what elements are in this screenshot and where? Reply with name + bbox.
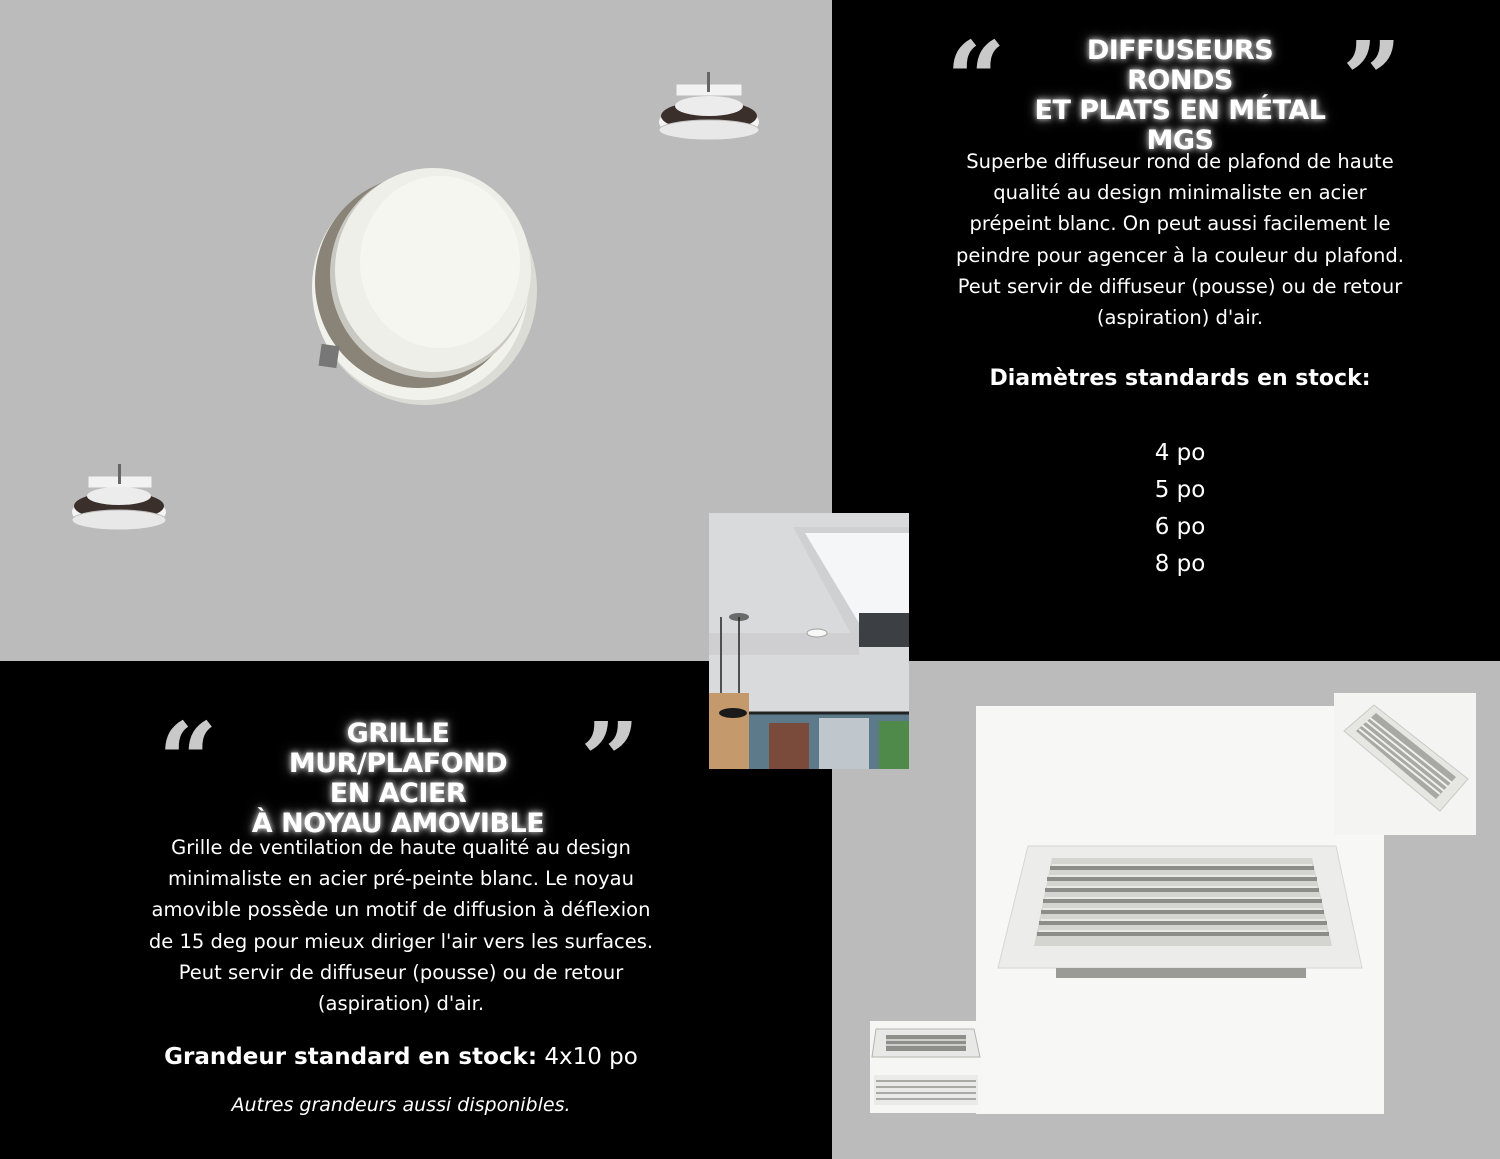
round-diffuser-photo	[290, 140, 570, 415]
grille-section	[0, 661, 832, 1159]
close-quote-mark: ”	[580, 699, 640, 822]
sizes-heading: Diamètres standards en stock:	[989, 366, 1371, 391]
grille-photo	[976, 706, 1384, 1114]
other-sizes-note: Autres grandeurs aussi disponibles.	[231, 1094, 571, 1116]
open-quote-mark: “	[946, 18, 1006, 141]
open-quote-mark: “	[158, 699, 218, 822]
standard-size-value: 4x10 po	[544, 1044, 638, 1070]
grille-angle-photo	[1334, 693, 1476, 835]
grille-core-photo	[870, 1021, 982, 1113]
size-item: 5 po	[1154, 477, 1206, 503]
size-item: 8 po	[1154, 551, 1206, 577]
grille-photo-panel	[832, 661, 1500, 1159]
standard-size	[126, 1044, 676, 1070]
interior-ceiling-photo	[709, 513, 909, 769]
grille-description: Grille de ventilation de haute qualité au design minimaliste en acier pré-peinte blanc. Le noyau amovible possède un motif de diffusion à déflexion de 15 deg pour mieux diriger l'air vers les surfaces. Peut servir de diffuseur (pousse) ou de retour (aspiration) d'air.	[148, 836, 654, 1016]
small-diffuser-photo	[656, 70, 762, 146]
size-item: 4 po	[1154, 440, 1206, 466]
standard-size-label: Grandeur standard en stock:	[164, 1044, 538, 1070]
sizes-list	[1080, 435, 1280, 583]
small-diffuser-photo-2	[70, 462, 170, 538]
grille-title: GRILLE MUR/PLAFOND EN ACIER À NOYAU AMOVIBLE	[251, 718, 545, 839]
round-diffuser-section	[832, 0, 1500, 661]
close-quote-mark: ”	[1342, 18, 1402, 141]
diffuser-photo-panel	[0, 0, 832, 661]
size-item: 6 po	[1154, 514, 1206, 540]
round-diffuser-description: Superbe diffuseur rond de plafond de haute qualité au design minimaliste en acier prépeint blanc. On peut aussi facilement le peindre pour agencer à la couleur du plafond. Peut servir de diffuseur (pousse) ou de retour (aspiration) d'air.	[956, 150, 1404, 330]
round-diffuser-title: DIFFUSEURS RONDS ET PLATS EN MÉTAL MGS	[1034, 35, 1326, 156]
